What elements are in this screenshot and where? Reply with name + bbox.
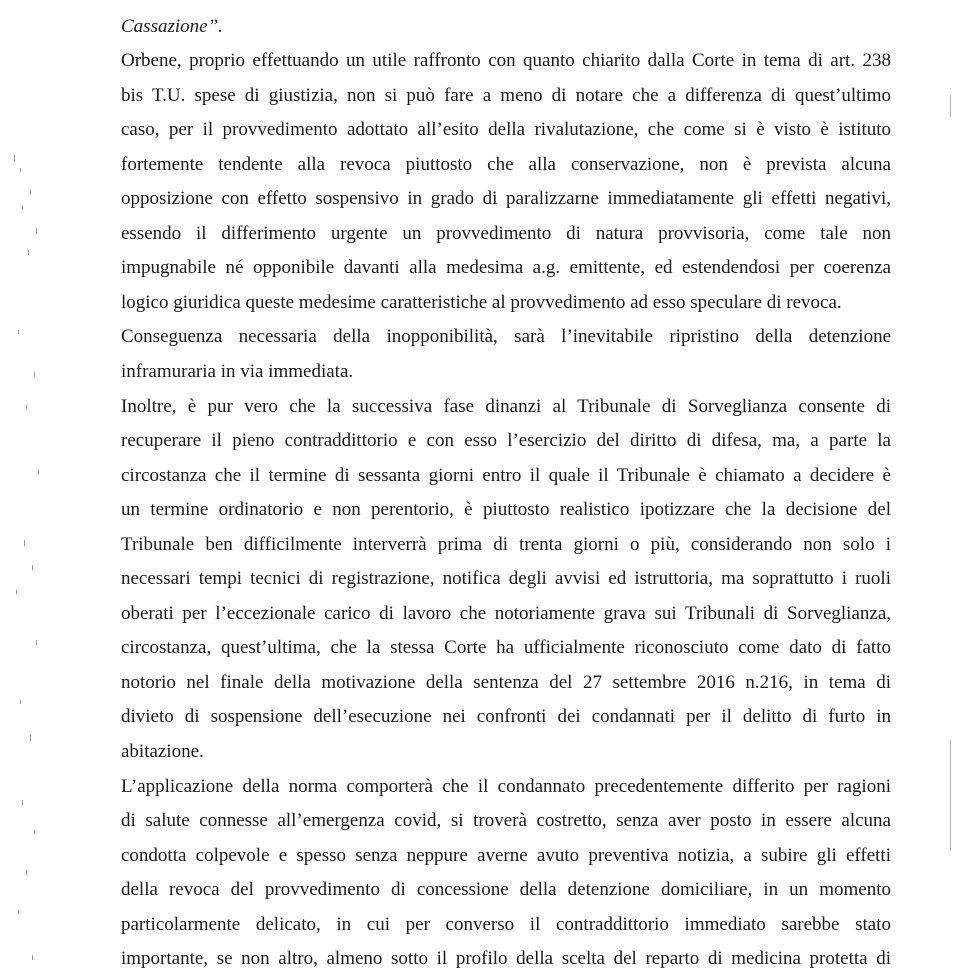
- text-line-24: di salute connesse all’emergenza covid, si troverà costretto, senza aver posto in essere alcuna: [121, 810, 891, 831]
- text-line-27: particolarmente delicato, in cui per converso il contraddittorio immediato sarebbe stato: [121, 914, 891, 935]
- text-line-3: bis T.U. spese di giustizia, non si può fare a meno di notare che a differenza di quest’ultimo: [121, 85, 891, 106]
- text-line-15: un termine ordinatorio e non perentorio, è piuttosto realistico ipotizzare che la decisione del: [121, 499, 891, 520]
- text-line-8: impugnabile né opponibile davanti alla medesima a.g. emittente, ed estendendosi per coerenza: [121, 257, 891, 278]
- text-line-4: caso, per il provvedimento adottato all’esito della rivalutazione, che come si è visto è istituto: [121, 119, 891, 140]
- text-line-6: opposizione con effetto sospensivo in grado di paralizzarne immediatamente gli effetti negativi,: [121, 188, 891, 209]
- text-line-23: L’applicazione della norma comporterà che il condannato precedentemente differito per ragioni: [121, 776, 891, 797]
- text-line-1: Cassazione”.: [121, 16, 223, 37]
- text-line-17: necessari tempi tecnici di registrazione, notifica degli avvisi ed istruttoria, ma soprattutto i ruoli: [121, 568, 891, 589]
- text-line-10: Conseguenza necessaria della inopponibilità, sarà l’inevitabile ripristino della detenzione: [121, 326, 891, 347]
- text-line-25: condotta colpevole e spesso senza neppure averne avuto preventiva notizia, a subire gli effetti: [121, 845, 891, 866]
- text-line-9: logico giuridica queste medesime caratteristiche al provvedimento ad esso speculare di revoca.: [121, 292, 842, 313]
- text-line-28: importante, se non altro, almeno sotto il profilo della scelta del reparto di medicina protetta di: [121, 948, 891, 969]
- text-line-26: della revoca del provvedimento di concessione della detenzione domiciliare, in un momento: [121, 879, 891, 900]
- text-line-21: divieto di sospensione dell’esecuzione nei confronti dei condannati per il delitto di furto in: [121, 706, 891, 727]
- text-line-7: essendo il differimento urgente un provvedimento di natura provvisoria, come tale non: [121, 223, 891, 244]
- text-line-14: circostanza che il termine di sessanta giorni entro il quale il Tribunale è chiamato a decidere è: [121, 465, 891, 486]
- text-line-18: oberati per l’eccezionale carico di lavoro che notoriamente grava sui Tribunali di Sorveglianza,: [121, 603, 891, 624]
- text-line-12: Inoltre, è pur vero che la successiva fase dinanzi al Tribunale di Sorveglianza consente di: [121, 396, 891, 417]
- text-line-20: notorio nel finale della motivazione della sentenza del 27 settembre 2016 n.216, in tema di: [121, 672, 891, 693]
- text-line-22: abitazione.: [121, 741, 204, 762]
- text-line-2: Orbene, proprio effettuando un utile raffronto con quanto chiarito dalla Corte in tema di art. 238: [121, 50, 891, 71]
- text-line-5: fortemente tendente alla revoca piuttosto che alla conservazione, non è prevista alcuna: [121, 154, 891, 175]
- text-line-16: Tribunale ben difficilmente interverrà prima di trenta giorni o più, considerando non solo i: [121, 534, 891, 555]
- text-line-13: recuperare il pieno contraddittorio e con esso l’esercizio del diritto di difesa, ma, a parte la: [121, 430, 891, 451]
- text-line-19: circostanza, quest’ultima, che la stessa Corte ha ufficialmente riconosciuto come dato di fatto: [121, 637, 891, 658]
- text-line-11: inframuraria in via immediata.: [121, 361, 354, 382]
